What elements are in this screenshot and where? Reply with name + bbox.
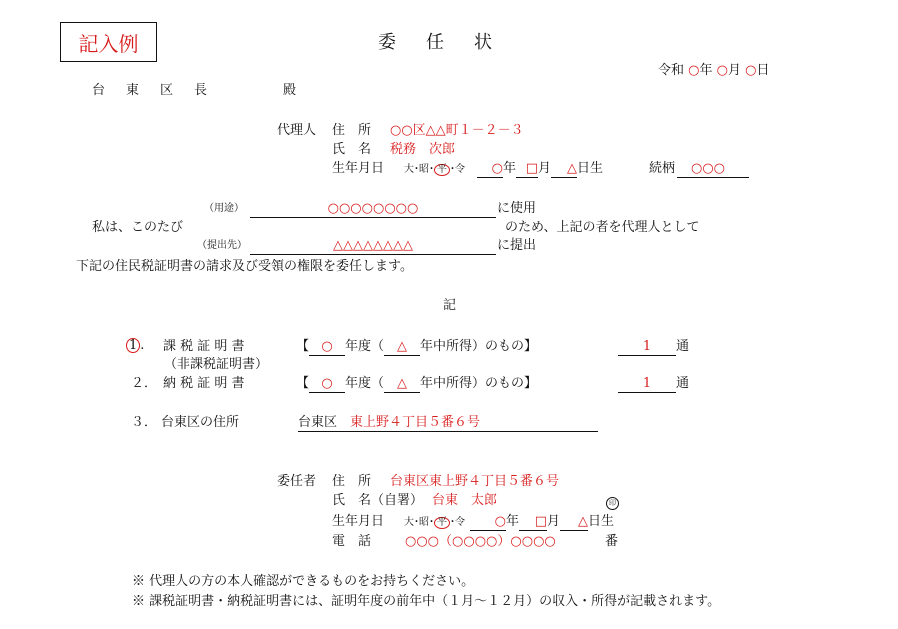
- principal-phone-value: ○○○（○○○○）○○○○: [405, 534, 556, 549]
- use-suffix: に使用: [497, 201, 537, 216]
- item-2-name: 納 税 証 明 書: [163, 376, 245, 391]
- agent-birth-label: 生年月日: [332, 161, 385, 176]
- agent-era-options: 大･昭･ 平 ･令: [404, 164, 465, 175]
- agent-name-label: 氏 名: [332, 142, 372, 157]
- principal-year-suffix: 年: [506, 514, 520, 529]
- recipient-city: 台 東 区 長: [92, 83, 212, 98]
- agent-relation: [677, 162, 749, 178]
- principal-phone-label: 電 話: [332, 534, 372, 549]
- item-3-underline: [298, 416, 598, 432]
- principal-birth-month: □: [519, 515, 547, 531]
- item-3-num: ３．: [131, 415, 158, 430]
- agent-year-suffix: 年: [503, 161, 517, 176]
- agent-birth-month: □: [516, 162, 538, 178]
- item-2-spec: [296, 377, 537, 393]
- agent-relation-value: ○○○: [677, 162, 749, 178]
- use-field: [250, 202, 496, 218]
- agent-birth-date: [477, 162, 603, 178]
- item-1-sub: （非課税証明書）: [164, 357, 269, 372]
- use-value: ○○○○○○○○: [250, 202, 496, 218]
- principal-phone-suffix: 番: [605, 534, 619, 549]
- item-1-num: 1: [126, 338, 140, 353]
- item-1-count-field: [618, 340, 689, 356]
- item-1-spec: [296, 340, 537, 356]
- principal-name-label: 氏 名（自署）: [332, 493, 424, 508]
- principal-birth-date: [470, 515, 614, 531]
- agent-day-suffix: 日生: [577, 161, 604, 176]
- note-2: ※ 課税証明書・納税証明書には、証明年度の前年中（１月～１２月）の収入・所得が記載されます。: [132, 594, 721, 609]
- seal-icon: 印: [606, 497, 619, 510]
- purpose-middle: のため、上記の者を代理人として: [505, 220, 700, 235]
- item-1-sep: .: [140, 338, 145, 353]
- item-2-year: ○: [309, 377, 345, 393]
- principal-birth-year: ○: [470, 515, 506, 531]
- date-month-value: ○: [716, 63, 728, 78]
- purpose-closing: 下記の住民税証明書の請求及び受領の権限を委任します。: [76, 259, 413, 274]
- document-title: 委任状: [378, 32, 522, 53]
- item-2-num: ２．: [131, 376, 158, 391]
- ki-heading: 記: [443, 298, 457, 313]
- agent-month-suffix: 月: [538, 161, 552, 176]
- item-1-name: 課 税 証 明 書: [163, 339, 245, 354]
- item-1-income-word: 年中所得）のもの】: [420, 339, 538, 354]
- item-1-number: [126, 338, 144, 353]
- item-1-income: △: [384, 340, 420, 356]
- item-1-unit: 通: [676, 339, 690, 354]
- item-1-year-word: 年度（: [345, 339, 385, 354]
- date-day-value: ○: [745, 63, 757, 78]
- note-1: ※ 代理人の方の本人確認ができるものをお持ちください。: [132, 574, 475, 589]
- item-2-count: 1: [618, 377, 676, 393]
- principal-name-value: 台東 太郎: [432, 493, 498, 508]
- item-2-count-field: [618, 377, 689, 393]
- item-3-label: 台東区の住所: [161, 415, 240, 430]
- submit-value: △△△△△△△△: [250, 239, 496, 255]
- principal-month-suffix: 月: [547, 514, 561, 529]
- date-day-label: 日: [756, 63, 770, 78]
- recipient-honorific: 殿: [283, 83, 297, 98]
- agent-address-value: ○○区△△町１－２－３: [390, 123, 524, 138]
- date-line: [658, 64, 770, 77]
- submit-label: （提出先）: [197, 240, 247, 251]
- agent-relation-label: 続柄: [649, 161, 676, 176]
- item-3-value: 東上野４丁目５番６号: [350, 415, 481, 430]
- submit-suffix: に提出: [497, 238, 537, 253]
- item-2-year-word: 年度（: [345, 376, 385, 391]
- principal-era-selected: 平: [434, 517, 450, 529]
- principal-era-options: 大･昭･ 平 ･令: [404, 517, 465, 528]
- agent-birth-year: ○: [477, 162, 503, 178]
- purpose-intro: 私は、このたび: [92, 220, 184, 235]
- item-2-open: 【: [296, 376, 310, 391]
- principal-address-label: 住 所: [332, 474, 372, 489]
- date-year-value: ○: [688, 63, 700, 78]
- agent-era-selected: 平: [434, 164, 450, 176]
- agent-address-label: 住 所: [332, 123, 372, 138]
- principal-seal: [606, 495, 619, 510]
- item-3-prefix: 台東区: [298, 415, 338, 430]
- principal-address-value: 台東区東上野４丁目５番６号: [390, 474, 560, 489]
- date-era: 令和: [658, 63, 685, 78]
- principal-birth-day: △: [560, 515, 588, 531]
- agent-birth-day: △: [551, 162, 577, 178]
- principal-role: 委任者: [277, 474, 317, 489]
- item-1-count: 1: [618, 340, 676, 356]
- item-1-open: 【: [296, 339, 310, 354]
- agent-role: 代理人: [277, 123, 317, 138]
- agent-name-value: 税務 次郎: [390, 142, 456, 157]
- sample-label: 記入例: [60, 22, 157, 62]
- date-year-label: 年: [699, 63, 713, 78]
- item-2-unit: 通: [676, 376, 690, 391]
- principal-birth-label: 生年月日: [332, 514, 385, 529]
- use-label: （用途）: [204, 203, 244, 214]
- principal-day-suffix: 日生: [588, 514, 615, 529]
- item-2-income-word: 年中所得）のもの】: [420, 376, 538, 391]
- item-2-income: △: [384, 377, 420, 393]
- item-3-field: [298, 416, 598, 432]
- item-1-year: ○: [309, 340, 345, 356]
- date-month-label: 月: [728, 63, 742, 78]
- submit-field: [250, 239, 496, 255]
